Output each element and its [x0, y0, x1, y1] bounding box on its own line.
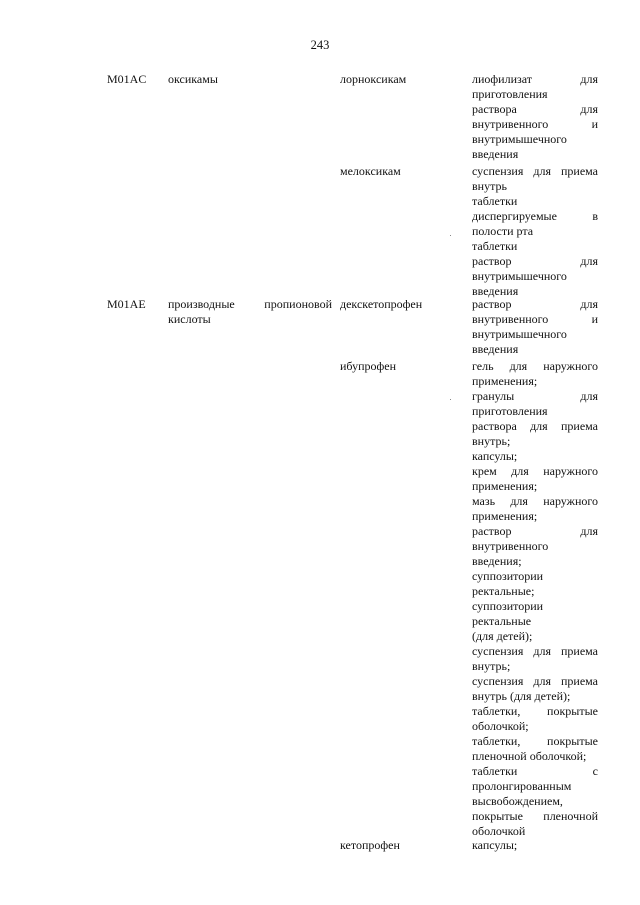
dosage-form-line: внутрь (для детей);: [472, 689, 571, 703]
atc-group-name: [168, 72, 332, 87]
dosage-forms: [472, 72, 598, 162]
dosage-form-line: оболочкой: [472, 824, 526, 838]
dosage-form-line: раствор для: [472, 297, 598, 311]
dosage-forms: [472, 838, 598, 853]
dosage-form: [472, 449, 598, 464]
dosage-form: [472, 764, 598, 839]
dosage-form-line: пленочной оболочкой;: [472, 749, 587, 763]
atc-code: M01AE: [107, 297, 146, 311]
page-number: 243: [310, 38, 330, 52]
dosage-form-line: покрытые пленочной: [472, 809, 598, 823]
dosage-form: [472, 164, 598, 194]
dosage-form-line: суспензия для приема: [472, 674, 598, 688]
dosage-form-line: лиофилизат для: [472, 72, 598, 86]
dosage-form-line: введения: [472, 284, 519, 298]
dosage-form: [472, 359, 598, 389]
dosage-form-line: высвобождением,: [472, 794, 563, 808]
dosage-form-line: таблетки, покрытые: [472, 704, 598, 718]
dosage-form-line: внутривенного и: [472, 312, 598, 326]
dosage-form-line: раствора для: [472, 102, 598, 116]
group-line: кислоты: [168, 312, 211, 326]
dosage-form: [472, 72, 598, 162]
dosage-form-line: введения;: [472, 554, 522, 568]
dosage-form-line: гель для наружного: [472, 359, 598, 373]
dosage-form-line: капсулы;: [472, 838, 518, 852]
drug-name: ибупрофен: [340, 359, 397, 373]
dosage-form-line: введения: [472, 147, 519, 161]
dosage-form-line: (для детей);: [472, 629, 533, 643]
dosage-form-line: таблетки, покрытые: [472, 734, 598, 748]
dosage-form-line: крем для наружного: [472, 464, 598, 478]
dosage-form: [472, 254, 598, 299]
dosage-form: [472, 674, 598, 704]
dosage-form-line: приготовления: [472, 87, 548, 101]
dosage-form: [472, 734, 598, 764]
dosage-form-line: применения;: [472, 374, 538, 388]
dosage-form-line: внутривенного и: [472, 117, 598, 131]
dosage-form-line: внутримышечного: [472, 132, 567, 146]
dosage-form-line: гранулы для: [472, 389, 598, 403]
dosage-form-line: суппозитории: [472, 599, 544, 613]
dosage-form-line: полости рта: [472, 224, 534, 238]
dosage-form: [472, 297, 598, 357]
dosage-form-line: внутривенного: [472, 539, 549, 553]
dosage-form-line: оболочкой;: [472, 719, 529, 733]
group-line: производные пропионовой: [168, 297, 332, 311]
dosage-form: [472, 704, 598, 734]
dosage-form-line: применения;: [472, 509, 538, 523]
dosage-form-line: внутримышечного: [472, 327, 567, 341]
dosage-form-line: мазь для наружного: [472, 494, 598, 508]
dosage-form-line: раствор для: [472, 254, 598, 268]
dosage-form-line: суспензия для приема: [472, 644, 598, 658]
group-line: оксикамы: [168, 72, 218, 86]
dosage-form-line: таблетки: [472, 239, 518, 253]
dosage-form-line: капсулы;: [472, 449, 518, 463]
dosage-forms: [472, 359, 598, 839]
dosage-form-line: введения: [472, 342, 519, 356]
dosage-form-line: внутрь;: [472, 434, 511, 448]
dosage-forms: [472, 164, 598, 299]
dosage-form: [472, 644, 598, 674]
dosage-form-line: внутримышечного: [472, 269, 567, 283]
scan-speck: [450, 235, 451, 236]
atc-group-name: [168, 297, 332, 327]
dosage-form-line: внутрь;: [472, 659, 511, 673]
dosage-form: [472, 524, 598, 569]
dosage-form: [472, 239, 598, 254]
dosage-form: [472, 599, 598, 644]
drug-name: кетопрофен: [340, 838, 400, 852]
dosage-form: [472, 389, 598, 449]
drug-name: мелоксикам: [340, 164, 401, 178]
dosage-form-line: раствор для: [472, 524, 598, 538]
dosage-form-line: таблетки: [472, 194, 518, 208]
dosage-form-line: ректальные;: [472, 584, 535, 598]
dosage-form-line: суппозитории: [472, 569, 544, 583]
dosage-form-line: внутрь: [472, 179, 507, 193]
dosage-form: [472, 838, 598, 853]
drug-name: декскетопрофен: [340, 297, 423, 311]
dosage-form: [472, 194, 598, 239]
scan-speck: [450, 399, 451, 400]
dosage-form-line: пролонгированным: [472, 779, 572, 793]
dosage-form-line: раствора для приема: [472, 419, 598, 433]
dosage-form: [472, 569, 598, 599]
drug-name: лорноксикам: [340, 72, 407, 86]
dosage-form-line: диспергируемые в: [472, 209, 598, 223]
dosage-form-line: таблетки с: [472, 764, 598, 778]
dosage-form: [472, 464, 598, 494]
dosage-forms: [472, 297, 598, 357]
dosage-form-line: суспензия для приема: [472, 164, 598, 178]
atc-code: M01AC: [107, 72, 147, 86]
dosage-form-line: приготовления: [472, 404, 548, 418]
dosage-form: [472, 494, 598, 524]
dosage-form-line: применения;: [472, 479, 538, 493]
dosage-form-line: ректальные: [472, 614, 532, 628]
